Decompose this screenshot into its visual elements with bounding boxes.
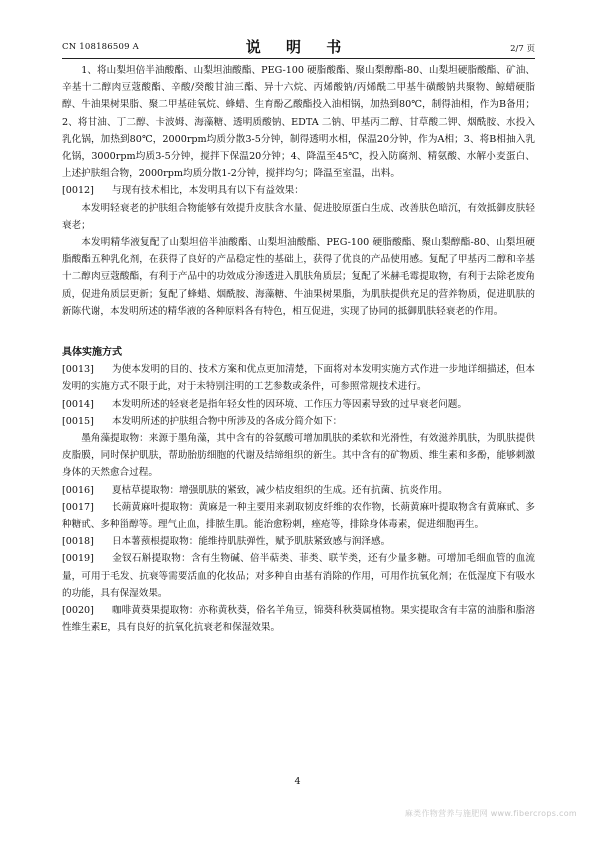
paragraph-number: [0012] (62, 185, 94, 197)
document-body (62, 62, 535, 637)
page-header (62, 36, 535, 56)
paragraph-text: 长蒴黄麻叶提取物：黄麻是一种主要用来剥取韧皮纤维的农作物，长蒴黄麻叶提取物含有黄麻甙、多种糖甙、多种甾醇等。理气止血，排脓生肌。能治愈粉刺，痤疮等，排除身体毒素，促进细胞再生。 (62, 501, 535, 531)
paragraph-0014 (62, 396, 535, 413)
paragraph-0020 (62, 602, 535, 636)
paragraph-0015 (62, 413, 535, 430)
paragraph-number: [0020] (62, 605, 94, 617)
header-divider (62, 58, 535, 59)
paragraph-number: [0014] (62, 398, 94, 410)
paragraph-benefit-2: 本发明精华液复配了山梨坦倍半油酸酯、山梨坦油酸酯、PEG-100 硬脂酸酯、聚山梨醇酯-80、山梨坦硬脂酸酯五种乳化剂，在获得了良好的产品稳定性的基础上，获得了优良的产品使用感。复配了甲基丙二醇和辛基十二醇肉豆蔻酸酯，有利于产品中的功效成分渗透进入肌肤角质层；复配了米赫毛霉提取物，有利于去除老废角质，促进角质层更新；复配了蜂蜡、烟酰胺、海藻糖、牛油果树果脂，为肌肤提供充足的营养物质，促进肌肤的新陈代谢，本发明所述的精华液的各种原料各有特色，相互促进，实现了协同的抵御肌肤轻衰老的作用。 (62, 237, 535, 317)
paragraph-text: 为使本发明的目的、技术方案和优点更加清楚，下面将对本发明实施方式作进一步地详细描述，但本发明的实施方式不限于此，对于未特别注明的工艺参数或条件，可参照常规技术进行。 (62, 364, 535, 393)
paragraph-text: 金钗石斛提取物：含有生物碱、倍半萜类、菲类、联苄类，还有少量多糖。可增加毛细血管的血流量，可用于毛发、抗衰等需要活血的化妆品；对多种自由基有消除的作用，可用作抗氧化剂；在低湿度下有吸水的功能，具有保湿效果。 (62, 553, 535, 599)
paragraph-0017 (62, 499, 535, 533)
page-number: 4 (294, 776, 301, 787)
paragraph-number: [0013] (62, 364, 94, 376)
paragraph-text: 咖啡黄葵果提取物：亦称黄秋葵，俗名羊角豆，锦葵科秋葵属植物。果实提取含有丰富的油脂和脂溶性维生素E，具有良好的抗氧化抗衰老和保湿效果。 (62, 605, 535, 634)
paragraph-number: [0015] (62, 415, 94, 427)
paragraph-0013 (62, 361, 535, 395)
paragraph-0018 (62, 533, 535, 550)
paragraph-text: 日本薯蓣根提取物：能维持肌肤弹性，赋予肌肤紧致感与润泽感。 (112, 536, 391, 548)
paragraph-number: [0016] (62, 484, 94, 496)
paragraph-text: 与现有技术相比，本发明具有以下有益效果： (112, 185, 304, 197)
paragraph-fucus-extract: 墨角藻提取物：来源于墨角藻，其中含有的谷氨酸可增加肌肤的柔软和光滑性，有效滋养肌肤，为肌肤提供皮脂膜，同时保护肌肤，帮助胎肪细胞的代谢及结缔组织的新生。其中含有的矿物质、维生素和多酚，能够刺激身体的天然愈合过程。 (62, 433, 535, 479)
document-title: 说 明 书 (245, 38, 352, 56)
paragraph-number: [0019] (62, 553, 94, 565)
watermark: 麻类作物营养与施肥网 www.fibercrops.com (404, 809, 577, 818)
paragraph-0016 (62, 482, 535, 499)
paragraph-number: [0017] (62, 501, 94, 513)
paragraph-text: 本发明所述的护肤组合物中所涉及的各成分简介如下： (112, 415, 343, 427)
paragraph-0019 (62, 550, 535, 602)
paragraph-number: [0018] (62, 536, 94, 548)
paragraph-0012 (62, 182, 535, 199)
section-heading: 具体实施方式 (62, 347, 122, 359)
paragraph-benefit-1: 本发明轻衰老的护肤组合物能够有效提升皮肤含水量、促进胶原蛋白生成、改善肤色暗沉，有效抵御皮肤轻衰老； (62, 202, 535, 231)
paragraph-text: 夏枯草提取物：增强肌肤的紧致，减少桔皮组织的生成。还有抗菌、抗炎作用。 (112, 484, 448, 496)
paragraph-process-steps: 1、将山梨坦倍半油酸酯、山梨坦油酸酯、PEG-100 硬脂酸酯、聚山梨醇酯-80、山梨坦硬脂酸酯、矿油、辛基十二醇肉豆蔻酸酯、辛酸/癸酸甘油三酯、异十六烷、丙烯酸钠/丙烯酰二甲基牛磺酸钠共聚物、鲸蜡硬脂醇、牛油果树果脂、聚二甲基硅氧烷、蜂蜡、生育酚乙酸酯投入油相锅，加热到80℃，制得油相，作为B备用；2、将甘油、丁二醇、卡波姆、海藻糖、透明质酸钠、EDTA 二钠、甲基丙二醇、甘草酸二钾、烟酰胺、水投入乳化锅，加热到80℃，2000rpm均质分散3-5分钟，制得透明水相，保温20分钟，作为A相；3、将B相抽入乳化锅，3000rpm均质3-5分钟，搅拌下保温20分钟；4、降温至45℃，投入防腐剂、精氨酸、水解小麦蛋白、上述护肤组合物，2000rpm均质分散1-2分钟，搅拌均匀；降温至室温，出料。 (62, 65, 535, 180)
patent-number: CN 108186509 A (62, 42, 139, 52)
page-indicator: 2/7 页 (510, 44, 535, 54)
paragraph-text: 本发明所述的轻衰老是指年轻女性的因环境、工作压力等因素导致的过早衰老问题。 (112, 398, 467, 410)
